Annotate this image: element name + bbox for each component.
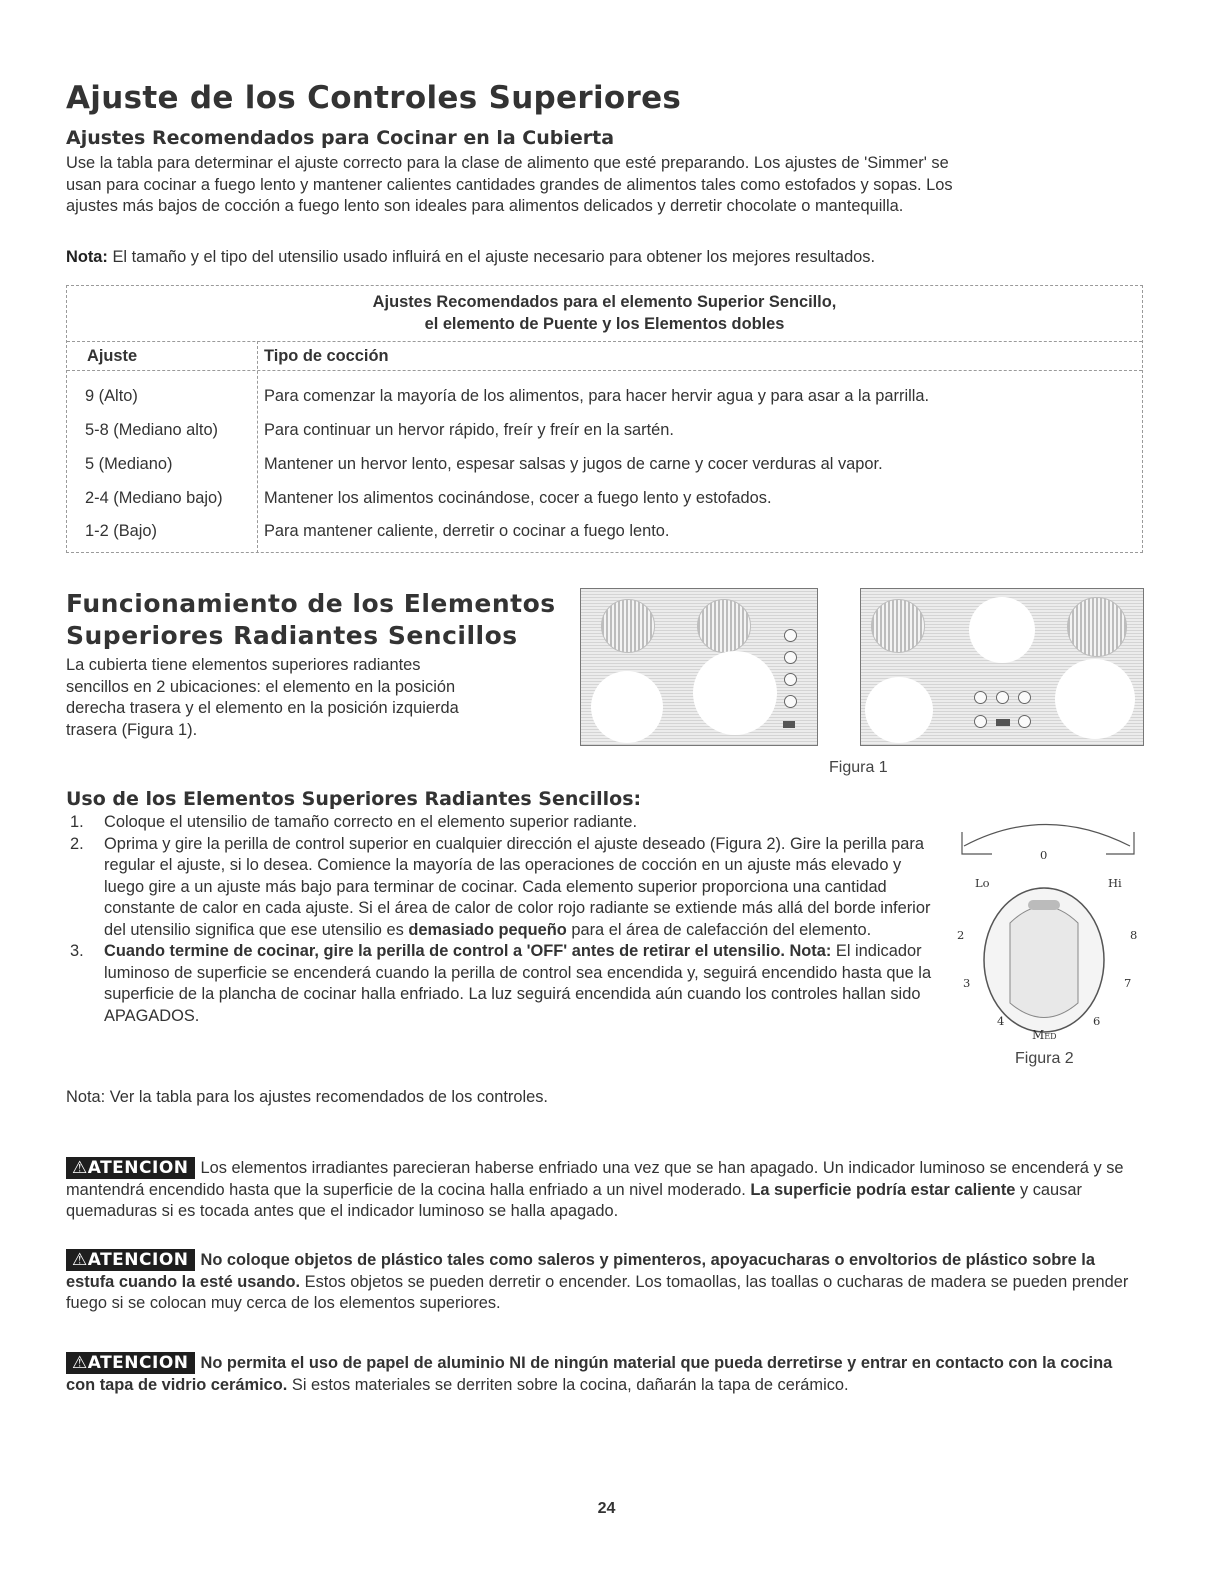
radiant-element-left-rear: [601, 599, 655, 653]
knob-pointer: [1028, 900, 1060, 910]
control-dial-illustration: [940, 808, 1150, 1078]
control-knob: [996, 691, 1009, 704]
description-line: trasera (Figura 1).: [66, 720, 198, 739]
note-label: Nota:: [66, 248, 108, 266]
dial-arc: [964, 825, 1130, 847]
burner-left-front: [865, 677, 933, 743]
warning-icon: ⚠: [72, 1158, 88, 1178]
arrow-right: [1106, 832, 1134, 854]
page-number: 24: [597, 1500, 616, 1517]
control-knob: [1018, 691, 1031, 704]
warning-text: Estos objetos se pueden derretir o encender. Los tomaollas, las toallas o cucharas de madera se pueden prender fuego si se colocan muy cerca de los elementos superiores.: [66, 1272, 1129, 1312]
warning-text: y causar quemaduras si es tocada antes que el indicador luminoso se halla apagado.: [66, 1180, 1082, 1220]
radiant-element-right-rear: [697, 599, 751, 653]
dial-label-6: 6: [1093, 1014, 1101, 1028]
section-heading-line: Funcionamiento de los Elementos: [66, 589, 556, 618]
intro-line: ajustes más bajos de cocción a fuego lento son ideales para alimentos delicados y derretir chocolate o mantequilla.: [66, 197, 904, 215]
warning-badge: [66, 1352, 195, 1374]
warning-aluminum: [66, 1352, 1145, 1396]
column-header-setting: Ajuste: [87, 347, 138, 365]
radiant-description: [66, 655, 586, 741]
warning-badge: [66, 1157, 195, 1179]
figure-2-caption: Figura 2: [1015, 1050, 1074, 1067]
table-cell-type: Mantener un hervor lento, espesar salsas y jugos de carne y cocer verduras al vapor.: [264, 455, 883, 473]
settings-table: [66, 285, 1143, 553]
step-text: Coloque el utensilio de tamaño correcto en el elemento superior radiante.: [104, 813, 638, 831]
warning-badge-label: ATENCION: [87, 1353, 189, 1373]
control-knob: [974, 691, 987, 704]
step-text: Oprima y gire la perilla de control superior en cualquier dirección el ajuste deseado (Figura 2). Gire la perilla para regular el ajuste, si lo desea. Comience la mayoría de las operaciones de cocción en un ajuste más elevado y luego gire a un ajuste más bajo para terminar de cocinar. Cada elemento superior proporciona una cantidad constante de calor en cada ajuste. Si el área de calor de color rojo radiante se extiende más allá del borde inferior del utensilio significa que ese utensilio es: [104, 834, 931, 939]
table-cell-setting: 9 (Alto): [85, 387, 138, 405]
table-title-line2: el elemento de Puente y los Elementos dobles: [424, 315, 785, 333]
warning-text: Si estos materiales se derriten sobre la cocina, dañarán la tapa de cerámico.: [287, 1375, 849, 1394]
table-title: [67, 286, 1142, 342]
table-cell-setting: 2-4 (Mediano bajo): [85, 489, 223, 507]
warning-emphasis: La superficie podría estar caliente: [750, 1180, 1016, 1199]
page-title: Ajuste de los Controles Superiores: [66, 80, 682, 116]
step-number: 3.: [70, 942, 84, 960]
step-number: 2.: [70, 834, 84, 853]
description-line: sencillos en 2 ubicaciones: el elemento en la posición: [66, 677, 456, 696]
control-knob: [1018, 715, 1031, 728]
controls-note: Nota: Ver la tabla para los ajustes recomendados de los controles.: [66, 1088, 548, 1106]
cooktop-illustration-right: [860, 588, 1144, 746]
indicator-light: [783, 721, 795, 728]
table-cell-type: Mantener los alimentos cocinándose, cocer a fuego lento y estofados.: [264, 489, 772, 507]
section-heading-recommended: Ajustes Recomendados para Cocinar en la Cubierta: [66, 127, 615, 149]
description-line: derecha trasera y el elemento en la posición izquierda: [66, 699, 459, 717]
dial-label-4: 4: [997, 1014, 1005, 1028]
step-emphasis: Cuando termine de cocinar, gire la perilla de control a 'OFF' antes de retirar el utensilio. Nota:: [104, 942, 832, 960]
control-knob: [784, 673, 797, 686]
warning-hot-surface: [66, 1157, 1145, 1223]
description-line: La cubierta tiene elementos superiores radiantes: [66, 656, 421, 674]
dial-label-hi: Hi: [1108, 876, 1122, 890]
intro-paragraph: [66, 153, 1156, 218]
knob-grip: [1010, 907, 1078, 1018]
step-item: [66, 834, 936, 942]
dial-label-med: Med: [1032, 1028, 1057, 1042]
intro-line: Use la tabla para determinar el ajuste correcto para la clase de alimento que esté preparando. Los ajustes de 'Simmer' se: [66, 154, 949, 172]
warning-text: Los elementos irradiantes parecieran haberse enfriado una vez que se han apagado. Un indicador luminoso se encenderá y se mantendrá encendido hasta que la superficie de la cocina halla enfriado a un nivel moderado.: [66, 1159, 1124, 1199]
burner-right-front: [1055, 659, 1135, 739]
control-knob: [784, 695, 797, 708]
control-knob: [974, 715, 987, 728]
burner-center-rear: [969, 597, 1035, 663]
section-heading-radiant: [66, 588, 556, 652]
control-knob: [784, 629, 797, 642]
dial-label-2: 2: [957, 928, 965, 942]
warning-emphasis: No permita el uso de papel de aluminio NI de ningún material que pueda derretirse y entrar en contacto con la cocina con tapa de vidrio cerámico.: [66, 1354, 1113, 1394]
dial-label-3: 3: [963, 976, 971, 990]
warning-badge-label: ATENCION: [87, 1250, 189, 1270]
warning-badge-label: ATENCION: [87, 1158, 189, 1178]
warning-badge: [66, 1249, 195, 1271]
dial-label-lo: Lo: [975, 876, 990, 890]
intro-line: usan para cocinar a fuego lento y mantener calientes cantidades grandes de alimentos tales como estofados y sopas. Los: [66, 175, 953, 194]
warning-emphasis: No coloque objetos de plástico tales como saleros y pimenteros, apoyacucharas o envoltorios de plástico sobre la estufa cuando la esté usando.: [66, 1251, 1095, 1291]
table-column-headers: [67, 341, 1142, 371]
note-paragraph: [66, 247, 1156, 269]
burner-left-front: [591, 671, 663, 743]
dial-label-off: 0: [1040, 848, 1048, 862]
indicator-light: [996, 719, 1010, 726]
table-title-line1: Ajustes Recomendados para el elemento Superior Sencillo,: [372, 293, 837, 311]
column-header-type: Tipo de cocción: [264, 347, 389, 365]
step-number: 1.: [70, 813, 84, 831]
column-divider: [257, 341, 258, 553]
section-heading-usage: Uso de los Elementos Superiores Radiantes Sencillos:: [66, 788, 642, 810]
step-item: [66, 812, 936, 834]
warning-icon: ⚠: [72, 1353, 88, 1373]
step-item: [66, 941, 936, 1027]
table-cell-type: Para continuar un hervor rápido, freír y freír en la sartén.: [264, 421, 674, 439]
table-cell-type: Para comenzar la mayoría de los alimentos, para hacer hervir agua y para asar a la parrilla.: [264, 387, 930, 405]
table-cell-type: Para mantener caliente, derretir o cocinar a fuego lento.: [264, 522, 670, 540]
section-heading-line: Superiores Radiantes Sencillos: [66, 621, 518, 650]
warning-icon: ⚠: [72, 1250, 88, 1270]
burner-right-front: [693, 651, 777, 735]
note-text: El tamaño y el tipo del utensilio usado influirá en el ajuste necesario para obtener los mejores resultados.: [107, 248, 876, 266]
table-cell-setting: 1-2 (Bajo): [85, 522, 157, 540]
usage-steps: [66, 812, 936, 1027]
radiant-element-left-rear: [871, 599, 925, 653]
control-knob: [784, 651, 797, 664]
step-text: El indicador luminoso de superficie se encenderá cuando la perilla de control sea encendida y, seguirá encendido hasta que la superficie de la plancha de cocinar halla enfriado. La luz seguirá encendida aún cuando los controles hallan sido APAGADOS.: [104, 942, 932, 1025]
table-cell-setting: 5-8 (Mediano alto): [85, 421, 219, 439]
figure-1-caption: Figura 1: [829, 759, 888, 776]
cooktop-illustration-left: [580, 588, 818, 746]
dial-label-8: 8: [1130, 928, 1138, 942]
dial-label-7: 7: [1124, 976, 1132, 990]
radiant-element-right-rear: [1067, 597, 1127, 657]
warning-plastic: [66, 1249, 1145, 1315]
step-text: para el área de calefacción del elemento.: [566, 920, 872, 939]
table-cell-setting: 5 (Mediano): [85, 455, 173, 473]
step-emphasis: demasiado pequeño: [408, 920, 567, 939]
